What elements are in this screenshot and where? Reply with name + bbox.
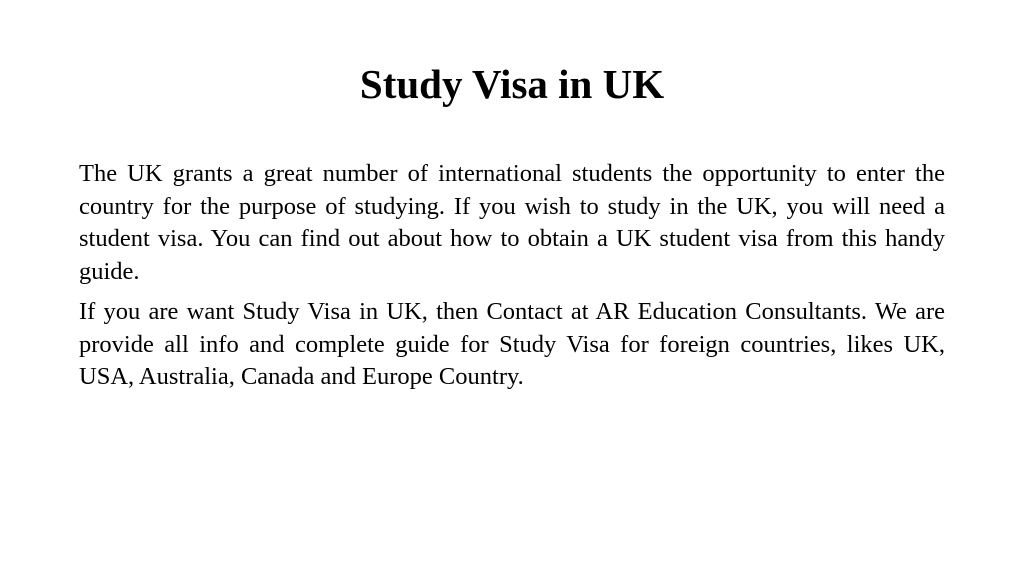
paragraph-contact: If you are want Study Visa in UK, then Contact at AR Education Consultants. We are provide all info and complete guide for Study Visa for foreign countries, likes UK, USA, Australia, Canada and Europe Country.	[79, 298, 945, 390]
slide-body	[79, 158, 945, 402]
slide-title: Study Visa in UK	[359, 61, 665, 107]
paragraph-intro: The UK grants a great number of international students the opportunity to enter the country for the purpose of studying. If you wish to study in the UK, you will need a student visa. You can find out about how to obtain a UK student visa from this handy guide.	[79, 160, 945, 285]
